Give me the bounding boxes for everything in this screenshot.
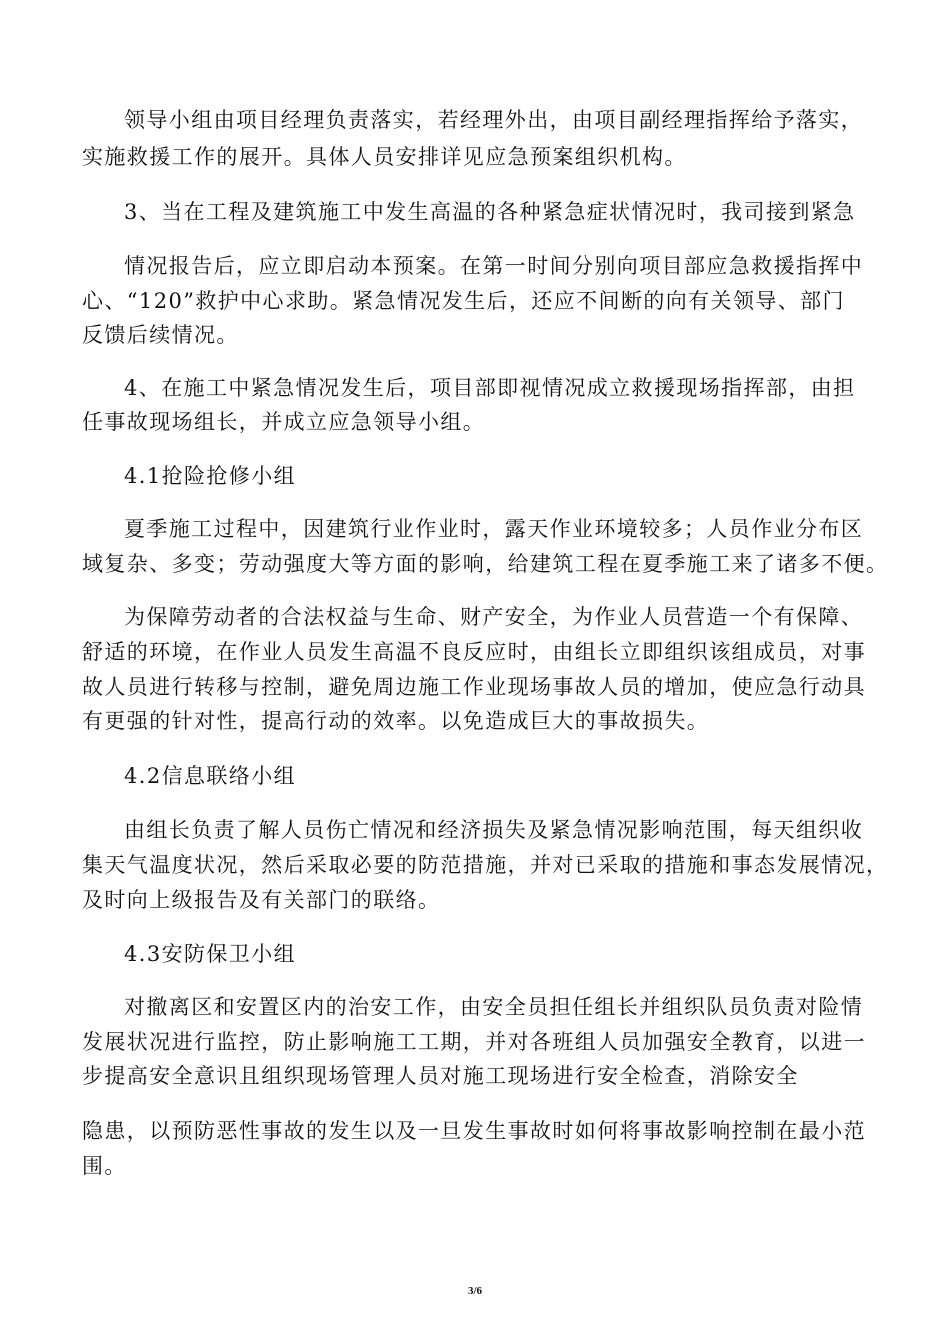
paragraph-line: 情况报告后，应立即启动本预案。在第一时间分别向项目部应急救援指挥中 (124, 254, 864, 278)
paragraph-line: 隐患，以预防恶性事故的发生以及一旦发生事故时如何将事故影响控制在最小范 (82, 1119, 866, 1143)
paragraph-line: 步提高安全意识且组织现场管理人员对施工现场进行安全检查，消除安全 (82, 1064, 799, 1088)
paragraph-line: 及时向上级报告及有关部门的联络。 (82, 888, 441, 912)
paragraph-line: 由组长负责了解人员伤亡情况和经济损失及紧急情况影响范围，每天组织收 (124, 818, 864, 842)
paragraph-line: 实施救援工作的展开。具体人员安排详见应急预案组织机构。 (82, 145, 687, 169)
paragraph-line: 围。 (82, 1154, 127, 1178)
paragraph-line: 心、“120”救护中心求助。紧急情况发生后，还应不间断的向有关领导、部门 (82, 289, 845, 313)
paragraph-line: 反馈后续情况。 (82, 323, 239, 347)
paragraph-line: 集天气温度状况，然后采取必要的防范措施，并对已采取的措施和事态发展情况， (82, 853, 889, 877)
section-heading: 4.1抢险抢修小组 (124, 464, 296, 488)
paragraph-line: 4、在施工中紧急情况发生后，项目部即视情况成立救援现场指挥部，由担 (124, 376, 856, 400)
paragraph-line: 3、当在工程及建筑施工中发生高温的各种紧急症状情况时，我司接到紧急 (124, 200, 856, 224)
paragraph-line: 领导小组由项目经理负责落实，若经理外出，由项目副经理指挥给予落实， (124, 108, 864, 132)
page-number: 3/6 (467, 1285, 483, 1297)
paragraph-line: 故人员进行转移与控制，避免周边施工作业现场事故人员的增加，使应急行动具 (82, 675, 866, 699)
paragraph-line: 夏季施工过程中，因建筑行业作业时，露天作业环境较多；人员作业分布区 (124, 517, 864, 541)
paragraph-line: 为保障劳动者的合法权益与生命、财产安全，为作业人员营造一个有保障、 (124, 605, 864, 629)
paragraph-line: 任事故现场组长，并成立应急领导小组。 (82, 410, 486, 434)
paragraph-line: 发展状况进行监控，防止影响施工工期，并对各班组人员加强安全教育，以进一 (82, 1030, 866, 1054)
paragraph-line: 域复杂、多变；劳动强度大等方面的影响，给建筑工程在夏季施工来了诸多不便。 (82, 552, 889, 576)
section-heading: 4.2信息联络小组 (124, 764, 296, 788)
section-heading: 4.3安防保卫小组 (124, 942, 296, 966)
paragraph-line: 舒适的环境，在作业人员发生高温不良反应时，由组长立即组织该组成员，对事 (82, 640, 866, 664)
paragraph-line: 有更强的针对性，提高行动的效率。以免造成巨大的事故损失。 (82, 709, 710, 733)
paragraph-line: 对撤离区和安置区内的治安工作，由安全员担任组长并组织队员负责对险情 (124, 995, 864, 1019)
